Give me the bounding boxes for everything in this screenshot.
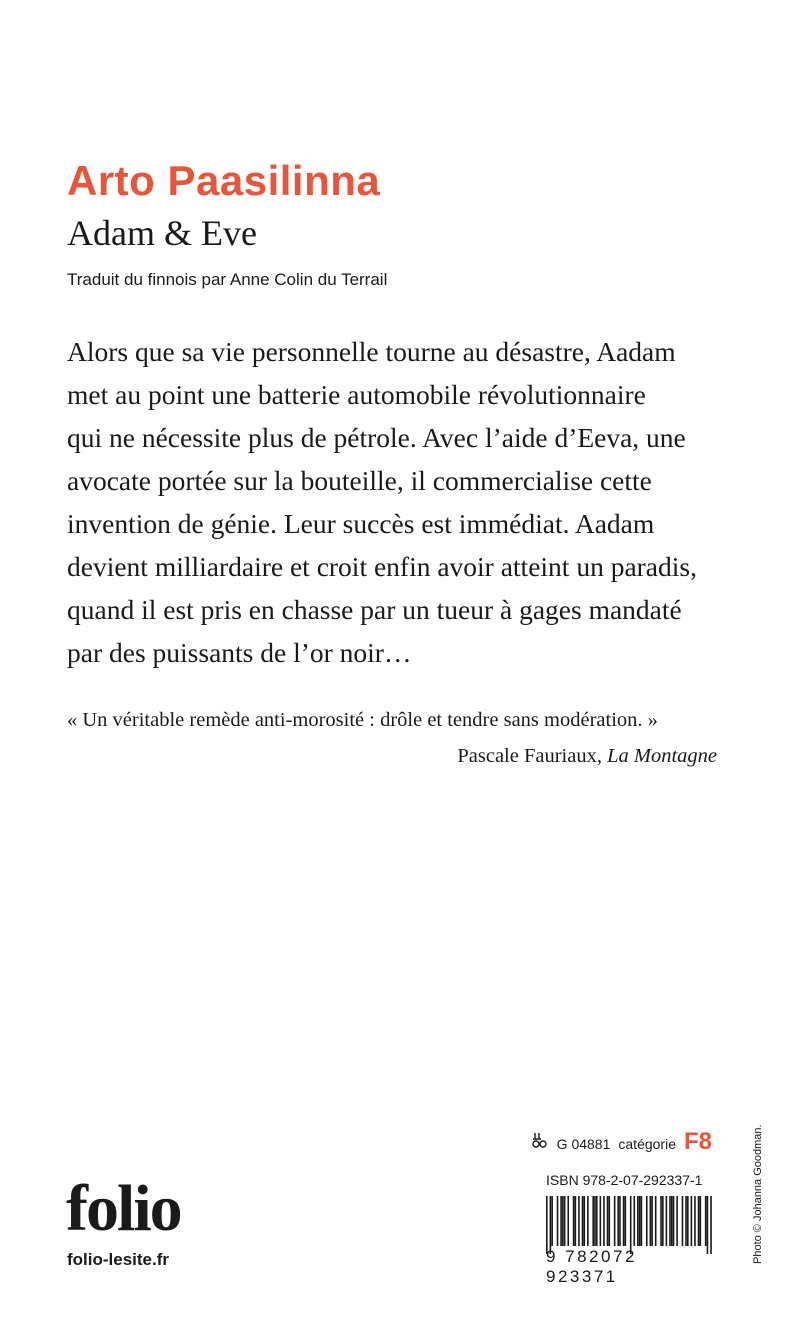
barcode-bar [694, 1196, 696, 1246]
barcode-bar [557, 1196, 559, 1246]
barcode-bar [646, 1196, 648, 1246]
barcode-bar [671, 1196, 673, 1246]
blurb-line: quand il est pris en chasse par un tueur à gages mandaté [67, 594, 682, 625]
barcode-bar [669, 1196, 671, 1246]
barcode-bar [573, 1196, 575, 1246]
translator-credit: Traduit du finnois par Anne Colin du Terrail [67, 270, 388, 289]
quote-source: La Montagne [607, 745, 717, 767]
quote-author: Pascale Fauriaux, [457, 745, 602, 767]
barcode-bar [603, 1196, 605, 1246]
isbn: ISBN 978-2-07-292337-1 [546, 1172, 703, 1188]
publisher-website: folio-lesite.fr [67, 1250, 170, 1269]
barcode-bar [660, 1196, 662, 1246]
barcode-bar [650, 1196, 652, 1246]
barcode-bar [700, 1196, 702, 1246]
barcode-bar [651, 1196, 653, 1246]
barcode-number: 9 782072 923371 [546, 1247, 637, 1286]
barcode-bar [676, 1196, 678, 1246]
folio-logo: folio [66, 1172, 181, 1245]
blurb-line: met au point une batterie automobile révolutionnaire [67, 379, 646, 410]
barcode-bar [687, 1196, 689, 1246]
barcode-bar [587, 1196, 589, 1246]
barcode-bar [639, 1196, 641, 1246]
barcode-bar [662, 1196, 664, 1246]
barcode-bar [666, 1196, 668, 1246]
barcode-bar [685, 1196, 687, 1246]
barcode-bar [617, 1196, 619, 1246]
press-quote [67, 702, 717, 774]
blurb-line: par des puissants de l’or noir… [67, 637, 412, 668]
barcode-bar [710, 1196, 712, 1254]
barcode-bar [567, 1196, 569, 1246]
publisher-code-line [531, 1130, 712, 1154]
blurb-line: devient milliardaire et croit enfin avoir atteint un paradis, [67, 551, 697, 582]
author-name: Arto Paasilinna [67, 157, 381, 204]
barcode-bar [608, 1196, 610, 1246]
barcode-bar [550, 1196, 552, 1254]
blurb [67, 330, 747, 674]
barcode-bar [614, 1196, 616, 1246]
blurb-line: qui ne nécessite plus de pétrole. Avec l’aide d’Eeva, une [67, 422, 686, 453]
barcode-bar [546, 1196, 548, 1254]
quote-text: « Un véritable remède anti-morosité : drôle et tendre sans modération. » [67, 709, 658, 731]
barcode-bar [641, 1196, 643, 1246]
barcode-bar [630, 1196, 632, 1254]
barcode-bar [582, 1196, 584, 1246]
book-title: Adam & Eve [67, 213, 257, 253]
barcode-bar [551, 1196, 553, 1246]
barcode-bar [583, 1196, 585, 1246]
barcode-bar [592, 1196, 594, 1246]
quote-attribution [67, 738, 717, 774]
barcode-bar [607, 1196, 609, 1246]
blurb-line: avocate portée sur la bouteille, il commercialise cette [67, 465, 652, 496]
barcode-bar [564, 1196, 566, 1246]
barcode-bar [682, 1196, 684, 1246]
barcode-bar [575, 1196, 577, 1246]
blurb-line: Alors que sa vie personnelle tourne au désastre, Aadam [67, 336, 676, 367]
barcode-bar [637, 1196, 639, 1246]
barcode-bar [691, 1196, 693, 1246]
catalog-code: G 04881 [556, 1136, 611, 1152]
barcode-bar [707, 1196, 709, 1254]
barcode-bar [578, 1196, 580, 1246]
barcode-bar [600, 1196, 602, 1246]
photo-credit: Photo © Johanna Goodman. [752, 1124, 764, 1264]
category-code: F8 [683, 1128, 712, 1155]
barcode-bar [625, 1196, 627, 1246]
barcode-bar [596, 1196, 598, 1246]
barcode-bar [705, 1196, 707, 1246]
barcode-bar [698, 1196, 700, 1246]
category-label: catégorie [618, 1136, 676, 1152]
barcode-bar [594, 1196, 596, 1246]
barcode-bar [633, 1196, 635, 1246]
barcode-bar [655, 1196, 657, 1246]
barcode-bar [619, 1196, 621, 1246]
barcode-bar [562, 1196, 564, 1246]
blurb-line: invention de génie. Leur succès est immédiat. Aadam [67, 508, 655, 539]
barcode-bar [560, 1196, 562, 1246]
barcode-bar [673, 1196, 675, 1246]
publisher-mark-icon [531, 1131, 549, 1149]
barcode-bar [623, 1196, 625, 1246]
